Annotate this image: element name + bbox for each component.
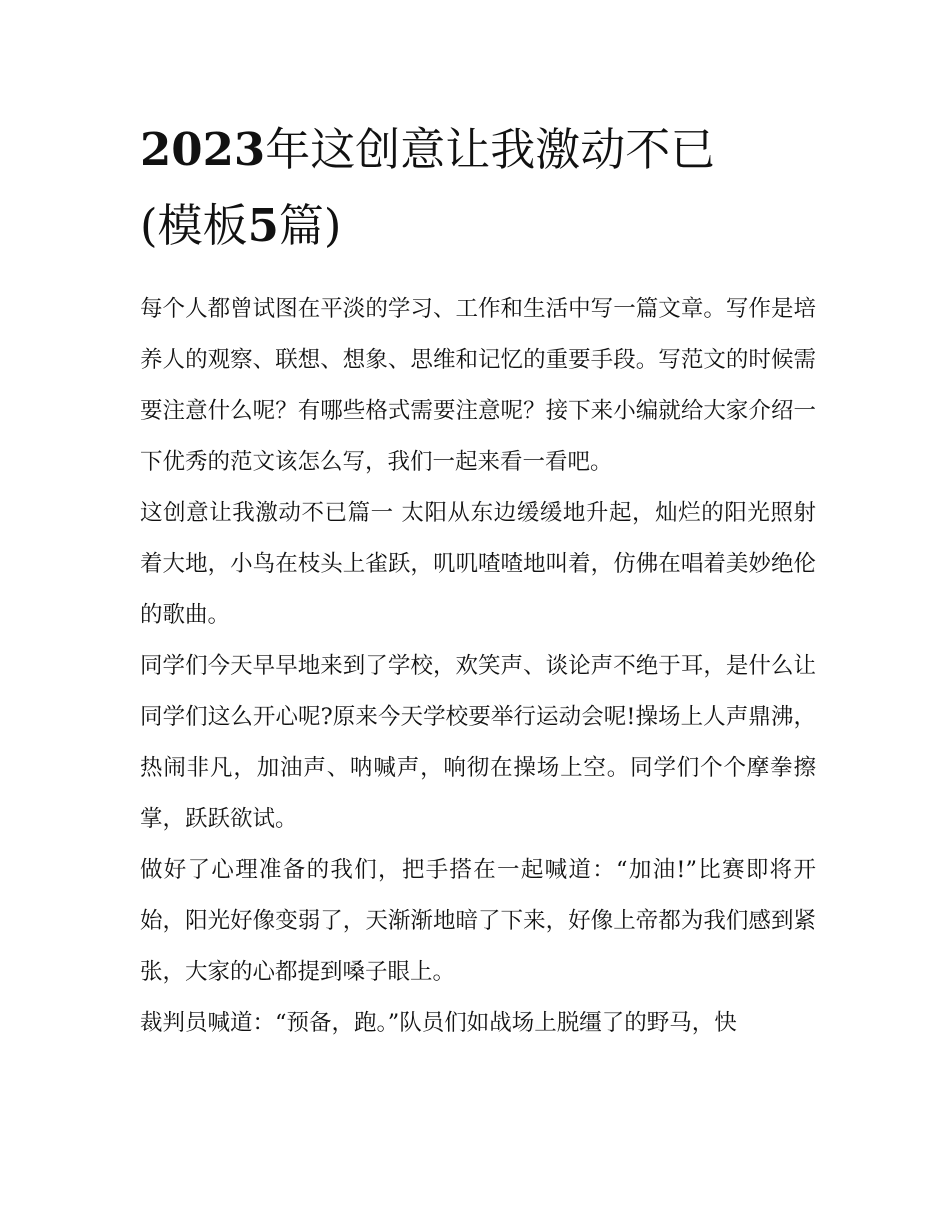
title-text-line2-close: 篇) — [278, 199, 342, 252]
document-title — [140, 112, 816, 264]
paragraph-intro: 每个人都曾试图在平淡的学习、工作和生活中写一篇文章。写作是培养人的观察、联想、想象、思维和记忆的重要手段。写范文的时候需要注意什么呢？有哪些格式需要注意呢？接下来小编就给大家介绍一下优秀的范文该怎么写，我们一起来看一看吧。 — [140, 296, 816, 475]
title-year: 2023 — [140, 123, 266, 176]
paragraph-2: 同学们今天早早地来到了学校，欢笑声、谈论声不绝于耳，是什么让同学们这么开心呢?原来今天学校要举行运动会呢!操场上人声鼎沸，热闹非凡，加油声、呐喊声，响彻在操场上空。同学们个个摩拳擦掌，跃跃欲试。 — [140, 653, 816, 832]
paragraph-1: 这创意让我激动不已篇一 太阳从东边缓缓地升起，灿烂的阳光照射着大地，小鸟在枝头上雀跃，叽叽喳喳地叫着，仿佛在唱着美妙绝伦的歌曲。 — [140, 500, 816, 628]
paragraph-4: 裁判员喊道：“预备，跑。”队员们如战场上脱缰了的野马，快 — [140, 1010, 737, 1036]
paragraph-3: 做好了心理准备的我们，把手搭在一起喊道：“加油!”比赛即将开始，阳光好像变弱了，天渐渐地暗了下来，好像上帝都为我们感到紧张，大家的心都提到嗓子眼上。 — [140, 857, 816, 985]
title-text-line2-open: (模板 — [140, 199, 248, 252]
title-count: 5 — [247, 199, 279, 252]
title-text-line1: 年这创意让我激动不已 — [265, 123, 716, 176]
document-body — [140, 112, 816, 1049]
